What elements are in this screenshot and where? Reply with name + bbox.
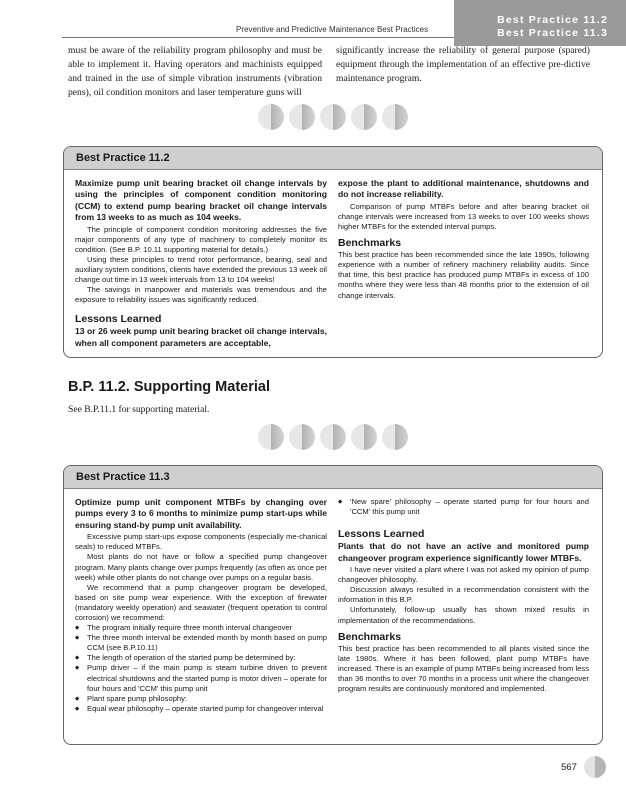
bp113-lessons-heading: Lessons Learned xyxy=(338,528,425,541)
page-number-disc xyxy=(584,756,606,778)
best-practice-11-2-box xyxy=(63,146,603,358)
section-heading: B.P. 11.2. Supporting Material xyxy=(68,379,270,395)
bullet-item: ◆ The program initially require three month interval changeover xyxy=(87,623,327,633)
bp113-left-column xyxy=(75,497,327,714)
decorative-circle xyxy=(289,104,315,130)
best-practice-11-3-box xyxy=(63,465,603,745)
decorative-circle xyxy=(258,424,284,450)
bp113-bullet-list xyxy=(75,623,327,714)
bp112-benchmarks-text: This best practice has been recommended since the late 1990s, following experience with a number of refinery machinery reliability audits. Since that time, this best practice has produced pump MTBFs in excess of 100 months where they were less than 48 months prior to the extension of oil change intervals. xyxy=(338,250,589,300)
bp113-lessons-paragraph-1: I have never visited a plant where I was not asked my opinion of pump changeover philosophy. xyxy=(338,565,589,585)
bullet-item: ◆ The length of operation of the started pump be determined by: xyxy=(87,653,327,663)
page-number: 567 xyxy=(561,762,577,773)
bp112-left-column xyxy=(75,178,327,350)
section-tab-line-1: Best Practice 11.2 xyxy=(497,14,608,26)
bullet-item: ◆ The three month interval be extended month by month based on pump CCM (see B.P.10.11) xyxy=(87,633,327,653)
bp113-benchmarks-heading: Benchmarks xyxy=(338,630,402,643)
bp112-right-lead: expose the plant to additional maintenance, shutdowns and do not increase reliability. xyxy=(338,178,589,200)
section-tab xyxy=(454,0,626,46)
bp113-benchmarks-text: This best practice has been recommended to all plants visited since the late 1980s. Where it has been followed, plant pump MTBFs have increased. There is an example of pump MTBFs being increased from less than 36 months to over 70 months in a process unit where the changeover program results are continuously monitored and implemented. xyxy=(338,643,589,694)
best-practice-11-3-title: Best Practice 11.3 xyxy=(64,466,602,489)
bp113-lessons-paragraph-3: Unfortunately, follow-up usually has shown mixed results in implementation of the recommendations. xyxy=(338,605,589,625)
bp112-lessons-lead: 13 or 26 week pump unit bearing bracket oil change intervals, when all component parameters are acceptable, xyxy=(75,326,327,348)
decorative-circle xyxy=(382,424,408,450)
bullet-item: ◆ Pump driver – if the main pump is steam turbine driven to prevent electrical shutdowns and the started pump is motor driven – operate for four hours and 'CCM' this pump unit xyxy=(87,663,327,693)
bp113-paragraph-3: We recommend that a pump changeover program be developed, based on site pump wear experience. With the exception of firewater (mandatory weekly operation) and seawater (frequent operation to control corrosion) we recommend: xyxy=(75,582,327,622)
bp113-paragraph-2: Most plants do not have or follow a specified pump changeover program. Many plants change over pumps frequently (as often as once per week) while other plants do not change over pumps on a regular basis. xyxy=(75,552,327,582)
bp113-lead: Optimize pump unit component MTBFs by changing over pumps every 3 to 6 months to minimize pump start-ups while ensuring stand-by pump unit availability. xyxy=(75,497,327,530)
bp113-lessons-paragraph-2: Discussion always resulted in a recommendation consistent with the information in this B.P. xyxy=(338,585,589,605)
bp112-paragraph-2: Using these principles to trend rotor performance, bearing, seal and auxiliary system conditions, clients have extended the previous 13 week oil change out time in 13 week intervals from 13 to 104 weeks! xyxy=(75,254,327,285)
decorative-circle xyxy=(351,424,377,450)
bullet-item: ◆ Plant spare pump philosophy: xyxy=(87,694,327,704)
bp112-lead: Maximize pump unit bearing bracket oil change intervals by using the principles of component condition monitoring (CCM) to extend pump bearing bracket oil change intervals from 13 weeks to as much as 104 weeks. xyxy=(75,178,327,223)
intro-right-paragraph: significantly increase the reliability of general purpose (spared) equipment through the implementation of an effective pre-dictive maintenance program. xyxy=(336,45,590,84)
section-body-text: See B.P.11.1 for supporting material. xyxy=(68,404,210,415)
bp112-right-paragraph: Comparison of pump MTBFs before and after bearing bracket oil change intervals were increased from 13 weeks to over 100 weeks shows higher MTBFs for the extended interval pumps. xyxy=(338,201,589,231)
running-header-title: Preventive and Predictive Maintenance Best Practices xyxy=(236,25,429,34)
bp113-paragraph-1: Excessive pump start-ups expose components (especially me-chanical seals) to reduced MTBFs. xyxy=(75,532,327,552)
bp112-right-column xyxy=(338,178,589,301)
decorative-circle xyxy=(258,104,284,130)
decorative-circle xyxy=(382,104,408,130)
decorative-circle xyxy=(320,104,346,130)
bullet-item: ◆ Equal wear philosophy – operate started pump for changeover interval xyxy=(87,704,327,714)
section-tab-line-2: Best Practice 11.3 xyxy=(497,27,608,39)
bp112-paragraph-1: The principle of component condition monitoring addresses the five major components of any type of machinery to completely monitor its condition. (See B.P. 10.11 supporting material for details.) xyxy=(75,224,327,254)
decorative-circle xyxy=(351,104,377,130)
decorative-circle xyxy=(320,424,346,450)
header-rule xyxy=(62,37,454,38)
best-practice-11-2-title: Best Practice 11.2 xyxy=(64,147,602,170)
bp113-lessons-lead: Plants that do not have an active and monitored pump changeover program experience significantly lower MTBFs. xyxy=(338,541,589,563)
decorative-circle xyxy=(289,424,315,450)
bp113-right-column xyxy=(338,497,589,694)
bp112-benchmarks-heading: Benchmarks xyxy=(338,237,402,250)
decorative-circles-top xyxy=(258,104,408,130)
bp112-lessons-heading: Lessons Learned xyxy=(75,313,162,326)
decorative-circles-middle xyxy=(258,424,408,450)
bp113-right-bullet-list xyxy=(338,497,589,517)
intro-left-paragraph: must be aware of the reliability program philosophy and must be able to implement it. Having operators and machinists equipped and trained in the use of simple vibration instruments (vibration pens), oil condition monitors and laser temperature guns will xyxy=(68,45,322,98)
bp112-paragraph-3: The savings in manpower and materials was tremendous and the exposure to reliability issues was significantly reduced. xyxy=(75,285,327,305)
bullet-item: ◆ 'New spare' philosophy – operate started pump for four hours and 'CCM' this pump unit xyxy=(350,497,589,517)
